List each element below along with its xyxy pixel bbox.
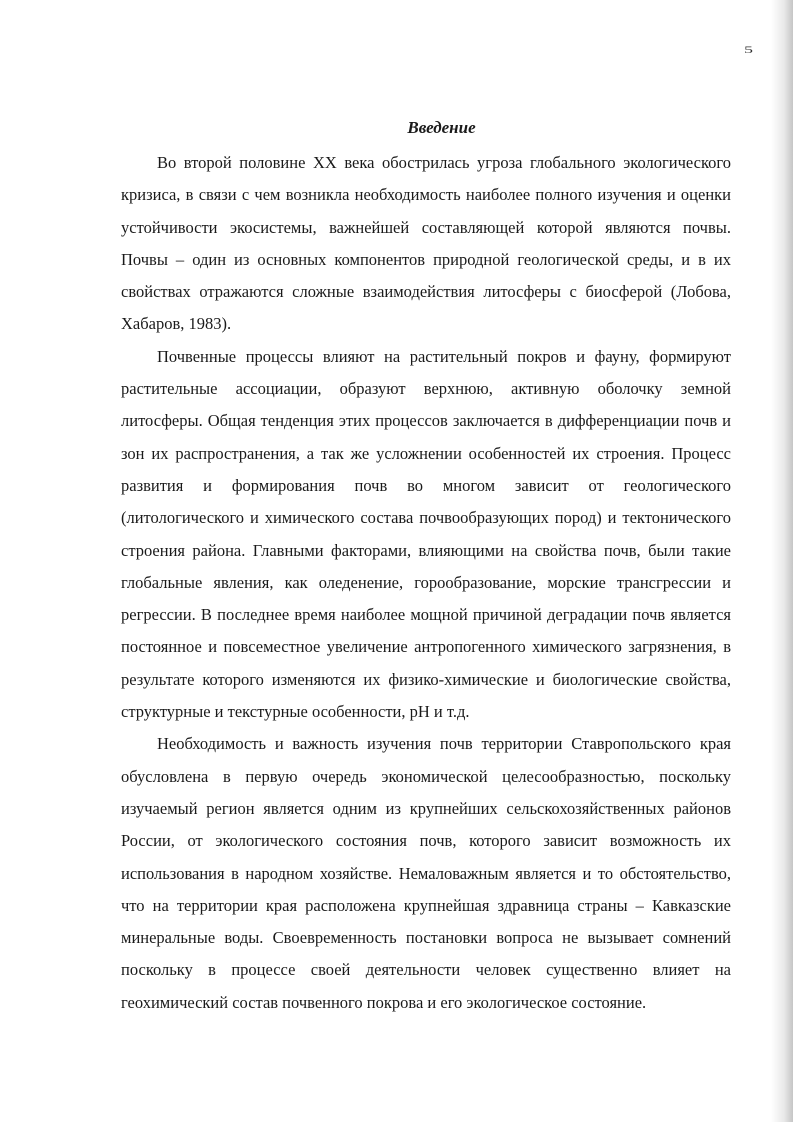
page-number: 5 [744,44,753,55]
paragraph-1: Во второй половине XX века обострилась угроза глобального экологического кризиса, в связи с чем возникла необходимость наиболее полного изучения и оценки устойчивости экосистемы, важнейшей составляющей которой являются почвы. Почвы – один из основных компонентов природной геологической среды, и в их свойствах отражаются сложные взаимодействия литосферы с биосферой (Лобова, Хабаров, 1983). [121,153,731,334]
body-text [121,147,731,1019]
paragraph-2: Почвенные процессы влияют на растительный покров и фауну, формируют растительные ассоциации, образуют верхнюю, активную оболочку земной литосферы. Общая тенденция этих процессов заключается в дифференциации почв и зон их распространения, а так же усложнении особенностей их строения. Процесс развития и формирования почв во многом зависит от геологического (литологического и химического состава почвообразующих пород) и тектонического строения района. Главными факторами, влияющими на свойства почв, были такие глобальные явления, как оледенение, горообразование, морские трансгрессии и регрессии. В последнее время наиболее мощной причиной деградации почв является постоянное и повсеместное увеличение антропогенного химического загрязнения, в результате которого изменяются их физико-химические и биологические свойства, структурные и текстурные особенности, pH и т.д. [121,346,731,722]
paragraph-3: Необходимость и важность изучения почв территории Ставропольского края обусловлена в первую очередь экономической целесообразностью, поскольку изучаемый регион является одним из крупнейших сельскохозяйственных районов России, от экологического состояния почв, которого зависит возможность их использования в народном хозяйстве. Немаловажным является и то обстоятельство, что на территории края расположена крупнейшая здравница страны – Кавказские минеральные воды. Своевременность постановки вопроса не вызывает сомнений поскольку в процессе своей деятельности человек существенно влияет на геохимический состав почвенного покрова и его экологическое состояние. [121,734,731,1012]
section-heading: Введение [407,118,476,137]
page-edge-shadow [771,0,793,1122]
